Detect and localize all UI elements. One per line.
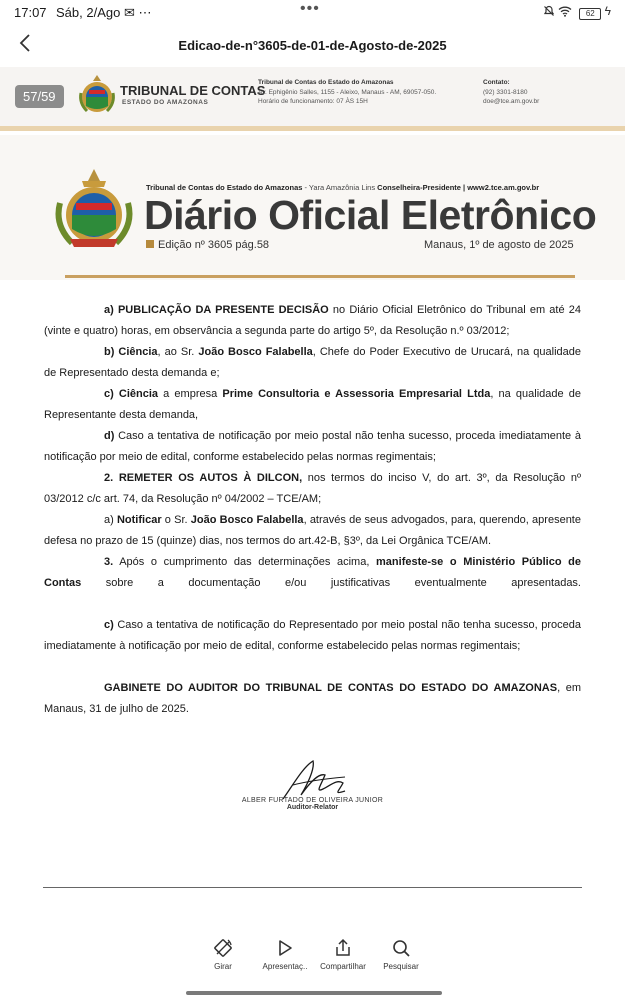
notification-icons: ✉ ⋯ xyxy=(123,5,152,20)
p2-bold-1: b) Ciência xyxy=(104,346,158,358)
info-hours: Horário de funcionamento: 07 ÀS 15H xyxy=(258,98,368,105)
p7-text-1: Após o cumprimento das determinações acima, xyxy=(113,556,377,568)
masthead xyxy=(0,135,625,280)
info-address: Av. Ephigênio Salles, 1155 - Aleixo, Manaus - AM, 69057-050. xyxy=(258,88,437,96)
p6-text-2: o Sr. xyxy=(161,514,191,526)
masthead-rule xyxy=(65,275,575,278)
masthead-top-b: - Yara Amazônia Lins xyxy=(302,183,378,192)
signer-name: ALBER FURTADO DE OLIVEIRA JUNIOR xyxy=(241,797,384,804)
p3-bold-1: c) Ciência xyxy=(104,388,159,400)
rotate-icon xyxy=(213,938,233,958)
tribunal-contact xyxy=(483,78,539,107)
p8-text: Caso a tentativa de notificação do Representado por meio postal não tenha sucesso, proceda imediatamente à notificação por meio de edital, conforme estabelecido pelas normas regimentais; xyxy=(44,619,581,652)
place-date: Manaus, 1º de agosto de 2025 xyxy=(424,239,574,251)
paragraph-2 xyxy=(44,342,581,384)
page-header xyxy=(0,67,625,131)
paragraph-4 xyxy=(44,426,581,468)
search-button[interactable] xyxy=(366,938,436,971)
battery-icon: 62 xyxy=(579,8,601,20)
p4-bold: d) xyxy=(104,430,115,442)
p6-text-3: , através de seus advogados, para, querendo, apresente defesa no prazo de 15 (quinze) dias, nos termos do art.42-B, §3º, da Lei Orgânica TCE/AM. xyxy=(44,514,581,547)
page-indicator: 57/59 xyxy=(15,85,64,108)
tribunal-name: TRIBUNAL DE CONTAS xyxy=(120,83,266,98)
spacer xyxy=(44,594,581,615)
app-bar xyxy=(0,28,625,64)
contact-email: doe@tce.am.gov.br xyxy=(483,98,540,105)
status-bar xyxy=(0,0,625,26)
share-icon xyxy=(333,938,353,958)
wifi-icon xyxy=(558,5,572,17)
edition-text: Edição nº 3605 pág.58 xyxy=(158,239,270,251)
info-title: Tribunal de Contas do Estado do Amazonas xyxy=(258,79,394,86)
edition-square-icon xyxy=(146,240,154,248)
bottom-toolbar xyxy=(0,938,625,983)
p1-text: no Diário Oficial Eletrônico do Tribunal em até 24 (vinte e quatro) horas, em observância a segunda parte do artigo 5º, da Resolução n.º 03/2012; xyxy=(44,304,581,337)
edition-line xyxy=(146,239,269,251)
paragraph-8 xyxy=(44,615,581,657)
paragraph-9 xyxy=(44,678,581,720)
p8-bold: c) xyxy=(104,619,114,631)
paragraph-5 xyxy=(44,468,581,510)
status-date xyxy=(56,5,151,21)
p1-bold: a) PUBLICAÇÃO DA PRESENTE DECISÃO xyxy=(104,304,329,316)
masthead-top-c: Conselheira-Presidente | www2.tce.am.gov.br xyxy=(377,183,540,192)
signature-block xyxy=(0,755,625,811)
masthead-top-a: Tribunal de Contas do Estado do Amazonas xyxy=(146,183,303,192)
charging-icon: ϟ xyxy=(604,4,611,18)
tribunal-sub: ESTADO DO AMAZONAS xyxy=(122,99,209,106)
p7-text-2: sobre a documentação e/ou justificativas eventualmente apresentadas. xyxy=(81,577,581,589)
p2-bold-2: João Bosco Falabella xyxy=(198,346,313,358)
status-dots: ••• xyxy=(300,0,320,17)
paragraph-3 xyxy=(44,384,581,426)
paragraph-1 xyxy=(44,300,581,342)
p2-text-1: , ao Sr. xyxy=(157,346,199,358)
contact-title: Contato: xyxy=(483,79,510,86)
p3-bold-2: Prime Consultoria e Assessoria Empresarial Ltda xyxy=(222,388,491,400)
share-label: Compartilhar xyxy=(320,962,366,971)
p6-text-1: a) xyxy=(104,514,117,526)
p6-bold-2: João Bosco Falabella xyxy=(190,514,304,526)
masthead-topline xyxy=(146,183,539,192)
status-icons xyxy=(543,4,611,20)
search-icon xyxy=(391,938,411,958)
presentation-label: Apresentaç.. xyxy=(262,962,308,971)
mute-icon xyxy=(543,5,555,17)
tribunal-info xyxy=(258,78,436,107)
signer-role: Auditor-Relator xyxy=(286,804,339,811)
document-body xyxy=(44,300,581,720)
p3-text-2: , na qualidade de Representante desta demanda, xyxy=(44,388,581,421)
status-date-text: Sáb, 2/Ago xyxy=(56,5,121,20)
document-title: Edicao-de-n°3605-de-01-de-Agosto-de-2025 xyxy=(178,38,447,53)
spacer xyxy=(44,657,581,678)
rotate-button[interactable] xyxy=(188,938,258,971)
masthead-title: Diário Oficial Eletrônico xyxy=(144,192,597,238)
diario-crest-icon xyxy=(52,167,136,251)
header-rule xyxy=(0,126,625,131)
p2-text-2: , Chefe do Poder Executivo de Urucará, na qualidade de Representado desta demanda e; xyxy=(44,346,582,379)
p7-bold-1: 3. xyxy=(104,556,114,568)
p4-text: Caso a tentativa de notificação por meio postal não tenha sucesso, proceda imediatamente à notificação por meio de edital, conforme estabelecido pelas normas regimentais; xyxy=(44,430,581,463)
contact-phone: (92) 3301-8180 xyxy=(483,88,528,96)
p5-text: nos termos do inciso V, do art. 3º, da Resolução nº 03/2012 c/c art. 74, da Resolução nº 04/2002 – TCE/AM; xyxy=(44,472,581,505)
p9-text: , em Manaus, 31 de julho de 2025. xyxy=(44,682,581,715)
status-time: 17:07 xyxy=(14,5,47,20)
p7-bold-2: manifeste-se o Ministério Público de Contas xyxy=(44,556,581,589)
home-indicator[interactable] xyxy=(186,991,442,995)
search-label: Pesquisar xyxy=(383,962,419,971)
p9-bold: GABINETE DO AUDITOR DO TRIBUNAL DE CONTAS DO ESTADO DO AMAZONAS xyxy=(104,682,558,694)
paragraph-7 xyxy=(44,552,581,594)
page-divider xyxy=(43,887,582,888)
p5-bold: 2. REMETER OS AUTOS À DILCON, xyxy=(104,472,303,484)
tribunal-crest-icon xyxy=(77,73,117,117)
paragraph-6 xyxy=(44,510,581,552)
p3-text-1: a empresa xyxy=(158,388,223,400)
rotate-label: Girar xyxy=(214,962,232,971)
p6-bold-1: Notificar xyxy=(116,514,162,526)
play-icon xyxy=(275,938,295,958)
